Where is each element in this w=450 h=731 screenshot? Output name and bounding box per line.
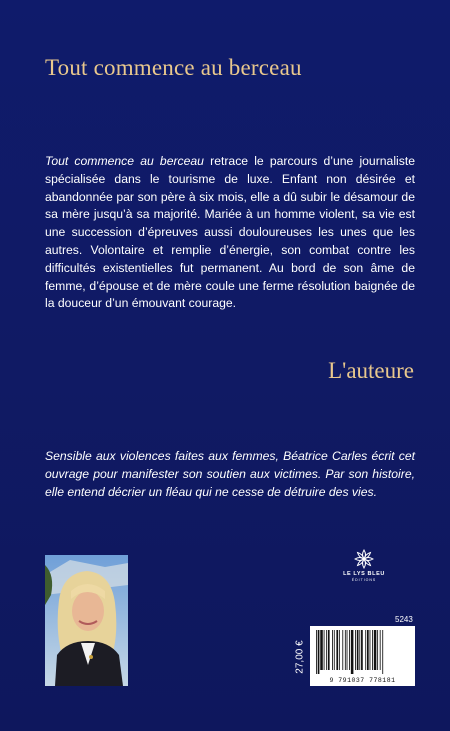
barcode-bar <box>367 630 369 670</box>
barcode-bar <box>342 630 343 670</box>
barcode-bar <box>318 630 320 674</box>
barcode-bar <box>345 630 346 670</box>
price-text: 27,00 € <box>294 640 306 674</box>
barcode-bar <box>336 630 338 670</box>
isbn-number: 9 791037 778181 <box>329 677 396 684</box>
publisher-subtitle: ÉDITIONS <box>351 578 377 582</box>
author-heading: L'auteure <box>328 358 414 383</box>
barcode-bar <box>332 630 333 670</box>
barcode-bar <box>334 630 335 670</box>
barcode-bar <box>372 630 373 670</box>
synopsis-paragraph <box>45 153 415 313</box>
barcode-bar <box>361 630 363 670</box>
barcode-bar <box>359 630 360 670</box>
product-code: 5243 <box>395 615 413 624</box>
barcode-bar <box>370 630 371 670</box>
barcode <box>310 626 415 686</box>
barcode-bar <box>365 630 366 670</box>
price-label <box>290 627 310 687</box>
barcode-bar <box>380 630 381 670</box>
barcode-bar <box>347 630 348 670</box>
lily-flower-icon <box>353 548 375 570</box>
barcode-bar <box>349 630 350 670</box>
author-photo <box>45 555 128 686</box>
publisher-logo <box>336 548 392 582</box>
barcode-bar <box>355 630 356 670</box>
barcode-bar <box>351 630 354 674</box>
barcode-bar <box>320 630 323 670</box>
synopsis-title-italic: Tout commence au berceau <box>45 154 204 168</box>
barcode-bar <box>326 630 327 670</box>
author-bio: Sensible aux violences faites aux femmes, Béatrice Carles écrit cet ouvrage pour manifester son soutien aux victimes. Par son histoire, elle entend décrier un fléau qui ne cesse de détruire des vies. <box>45 449 415 499</box>
publisher-name: LE LYS BLEU <box>343 571 385 577</box>
barcode-bar <box>328 630 330 670</box>
barcode-bar <box>374 630 377 670</box>
synopsis-text: retrace le parcours d’une journaliste spécialisée dans le tourisme de luxe. Enfant non désirée et abandonnée par son père à six mois, elle a dû subir le désamour de sa mère jusqu’à sa majorité. Mariée à un homme violent, sa vie est une succession d’épreuves aussi douloureuses les unes que les autres. Volontaire et remplie d’énergie, son combat contre les difficultés existentielles fut permanent. Au bord de son âme de femme, d’épouse et de mère coule une ferme résolution baignée de la douceur d’un émouvant courage. <box>45 154 415 311</box>
barcode-bar <box>377 630 378 670</box>
barcode-bar <box>316 630 317 674</box>
barcode-bar <box>357 630 359 670</box>
barcode-bar <box>382 630 383 674</box>
barcode-bar <box>324 630 325 670</box>
barcode-bar <box>339 630 340 670</box>
book-title: Tout commence au berceau <box>45 55 302 80</box>
barcode-bars <box>315 630 410 674</box>
